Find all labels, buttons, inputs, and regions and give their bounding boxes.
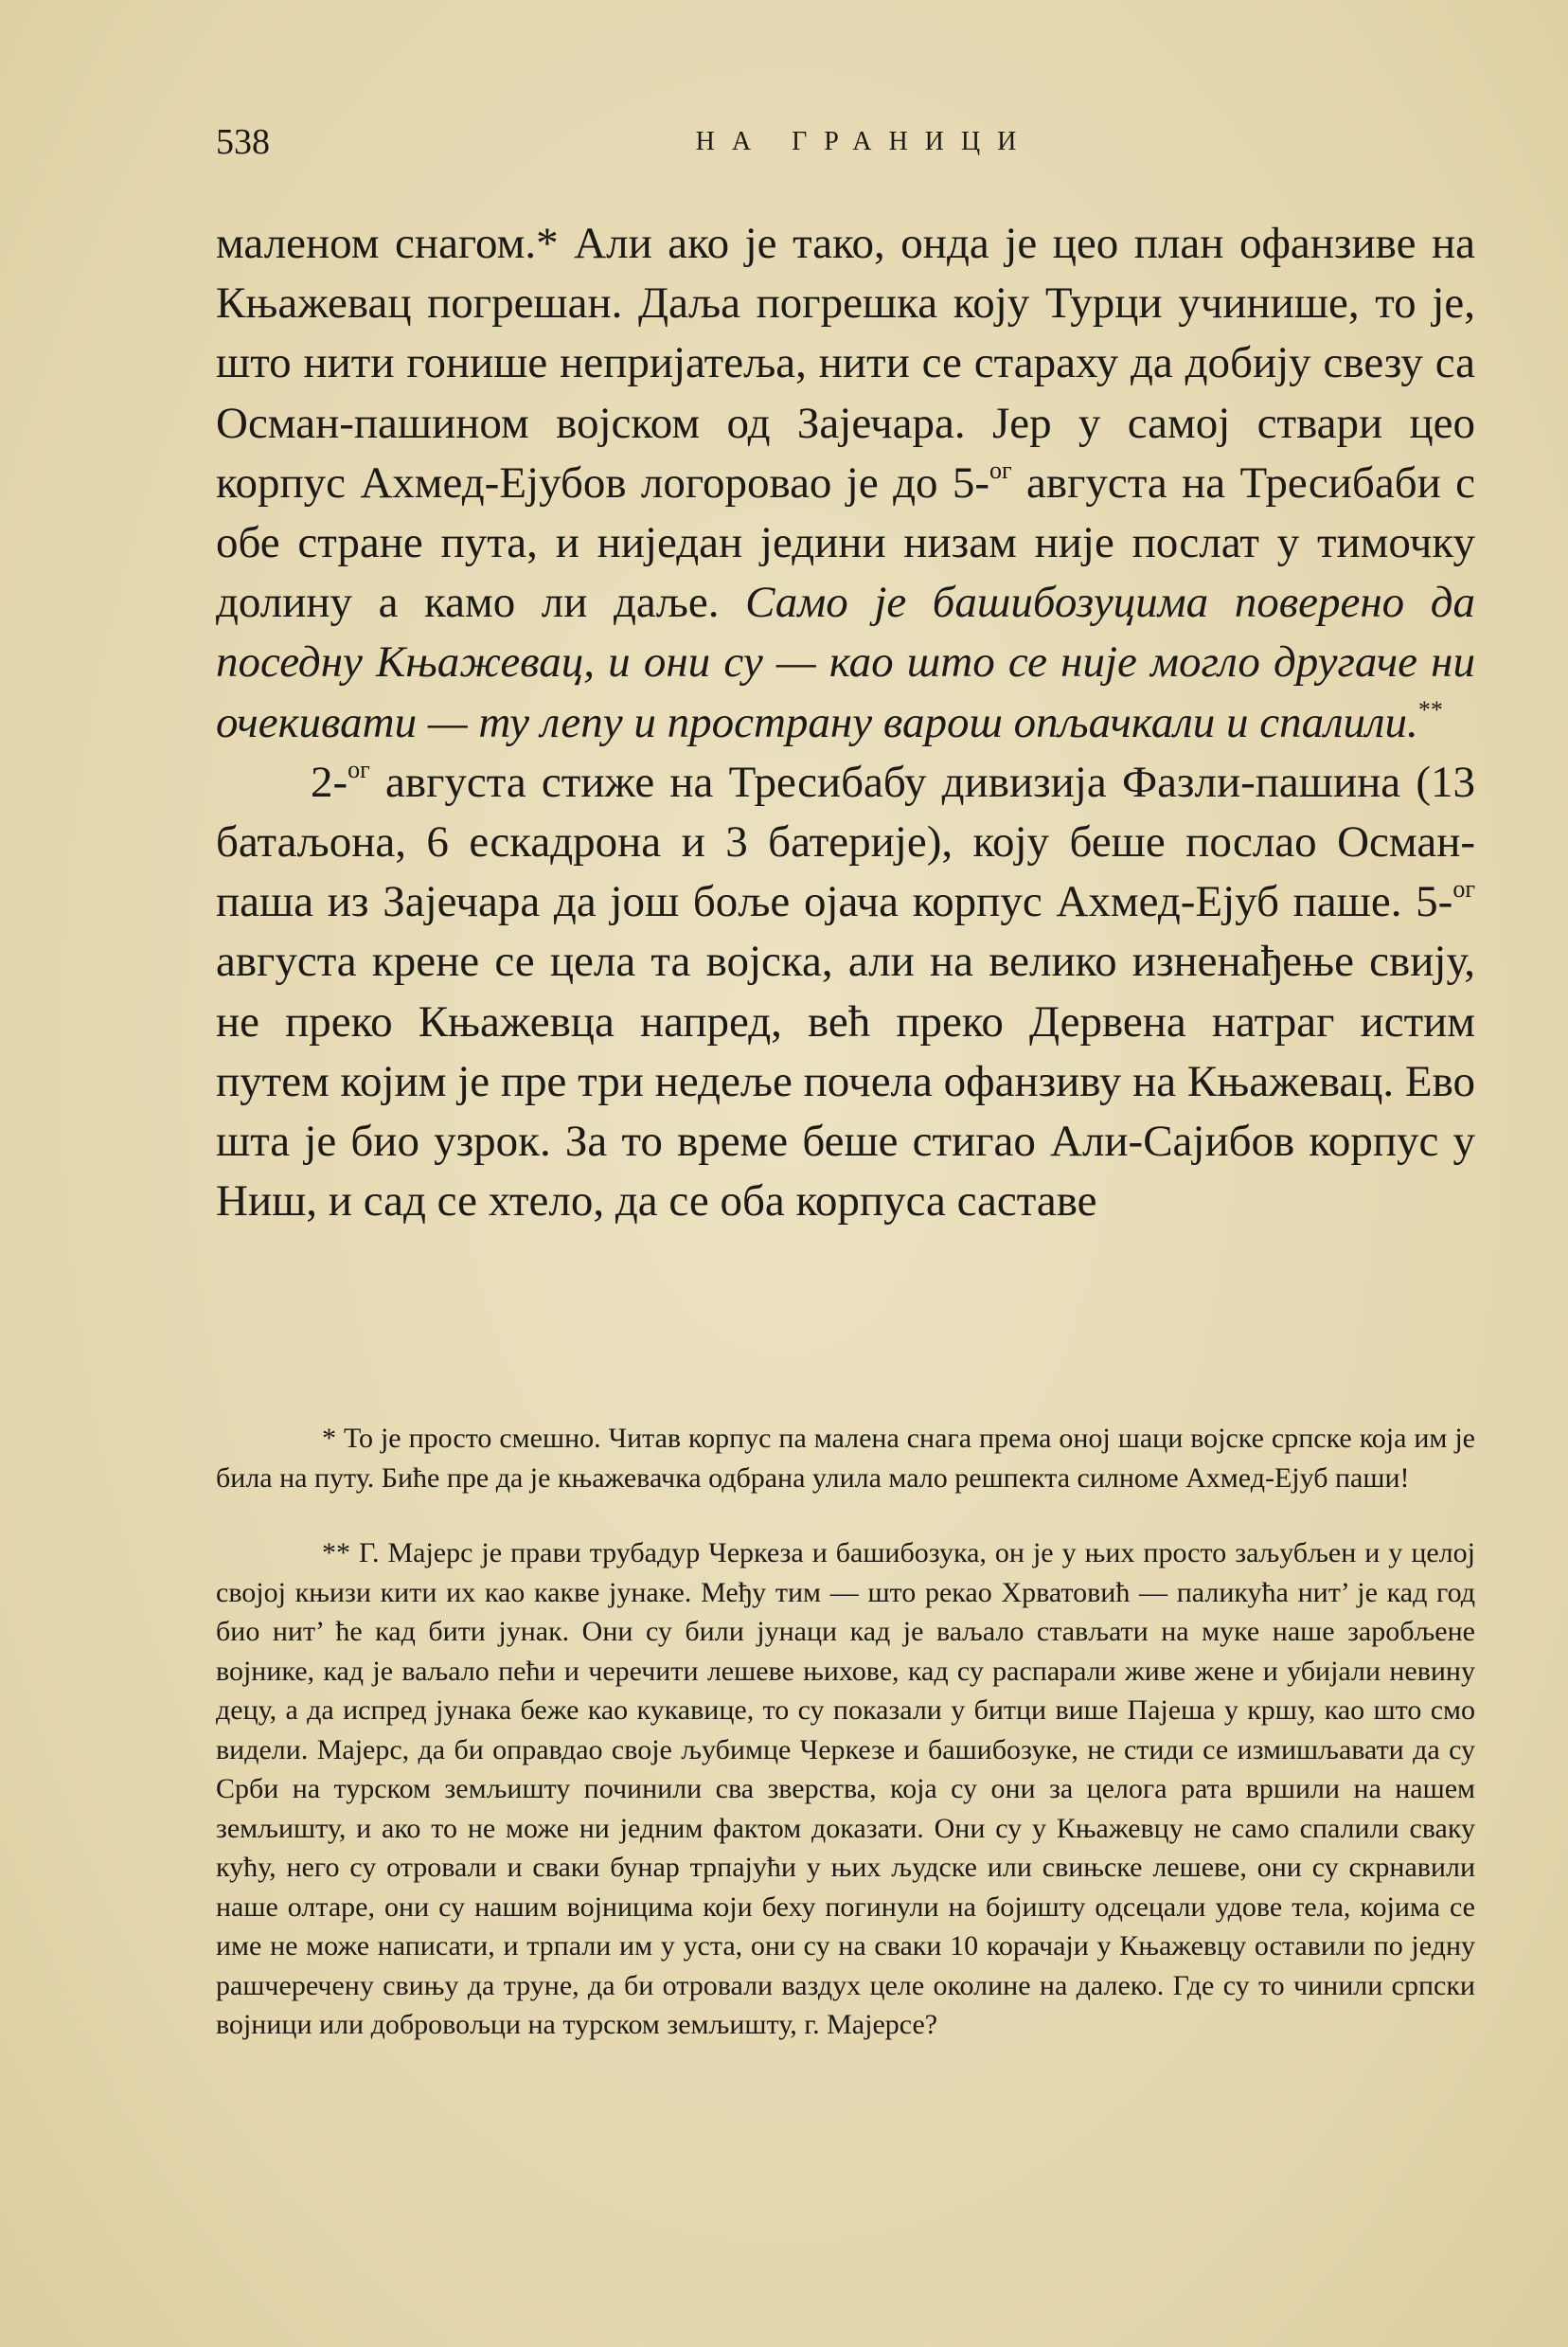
paragraph-1 <box>216 214 1475 753</box>
page-number: 538 <box>216 122 270 162</box>
running-title: НА ГРАНИЦИ <box>695 127 1034 156</box>
ordinal-superscript: ог <box>989 456 1012 484</box>
paragraph-1-text-cont: августа на Тресибаби с обе стране пута, и ниједан једини низам није послат у тимочку долину а камо ли даље. <box>216 457 1475 628</box>
ordinal-superscript: ог <box>1452 875 1475 904</box>
footnote-marker: ** <box>1417 695 1443 724</box>
footnote-2: ** Г. Мајерс је прави трубадур Черкеза и башибозука, он је у њих просто заљубљен и у целој својој књизи кити их као какве јунаке. Међу тим — што рекао Хрватовић — паликућа нит’ је кад год био нит’ ће кад бити јунак. Они су били јунаци кад је ваљало стављати на муке наше заробљене војнике, кад је ваљало пећи и черечити лешеве њихове, кад су распарали живе жене и убијали невину децу, а да испред јунака беже као кукавице, то су показали у битци више Пајеша у кршу, као што смо видели. Мајерс, да би оправдао своје љубимце Черкезе и башибозуке, не стиди се измишљавати да су Срби на турском земљишту починили сва зверства, која су они за целога рата вршили на нашем земљишту, и ако то не може ни једним фактом доказати. Они су у Књажевцу не само спалили сваку кућу, него су отровали и сваки бунар трпајући у њих људске или свињске лешеве, они су скрнавили наше олтаре, они су нашим војницима који беху погинули на бојишту одсецали удове тела, којима се име не може написати, и трпали им у уста, они су на сваки 10 корачаји у Књажевцу оставили по једну рашчеречену свињу да труне, да би отровали ваздух целе околине на далеко. Где су то чинили српски војници или добровољци на турском земљишту, г. Мајерсе? <box>216 1537 1475 2040</box>
ordinal-superscript: ог <box>347 755 370 783</box>
paragraph-2 <box>216 753 1475 1232</box>
paragraph-1-italic: Само је башибозуцима поверено да поседну Књажевац, и они су — као што се није могло другаче ни очекивати — ту лепу и пространу варош опљачкали и спалили. <box>216 578 1476 747</box>
body-text <box>216 214 1475 1231</box>
paragraph-2-text-cont: августа стиже на Тресибабу дивизија Фазли-пашина (13 батаљона, 6 ескадрона и 3 батерије), коју беше послао Осман-паша из Зајечара да још боље ојача корпус Ахмед-Ејуб паше. 5- <box>216 757 1475 927</box>
footnote-1: * То је просто смешно. Читав корпус па малена снага према оној шаци војске српске која им је била на путу. Биће пре да је књажевачка одбрана улила мало решпекта силноме Ахмед-Ејуб паши! <box>216 1423 1475 1494</box>
paragraph-2-text-end: августа крене се цела та војска, али на велико изненађење свију, не преко Књажевца напред, већ преко Дервена натраг истим путем којим је пре три недеље почела офанзиву на Књажевац. Ево шта је био узрок. За то време беше стигао Али-Сајибов корпус у Ниш, и сад се хтело, да се оба корпуса саставе <box>216 937 1475 1227</box>
footnotes <box>216 1419 1475 2045</box>
page-header <box>216 121 1475 178</box>
paragraph-2-text: 2- <box>311 757 348 807</box>
paragraph-1-text: маленом снагом.* Али ако је тако, онда је цео план офанзиве на Књажевац погрешан. Даља погрешка коју Турци учинише, то је, што нити гонише непријатеља, нити се стараху да добију свезу са Осман-пашином војском од Зајечара. Јер у самој ствари цео корпус Ахмед-Ејубов логоровао је до 5- <box>216 219 1475 508</box>
